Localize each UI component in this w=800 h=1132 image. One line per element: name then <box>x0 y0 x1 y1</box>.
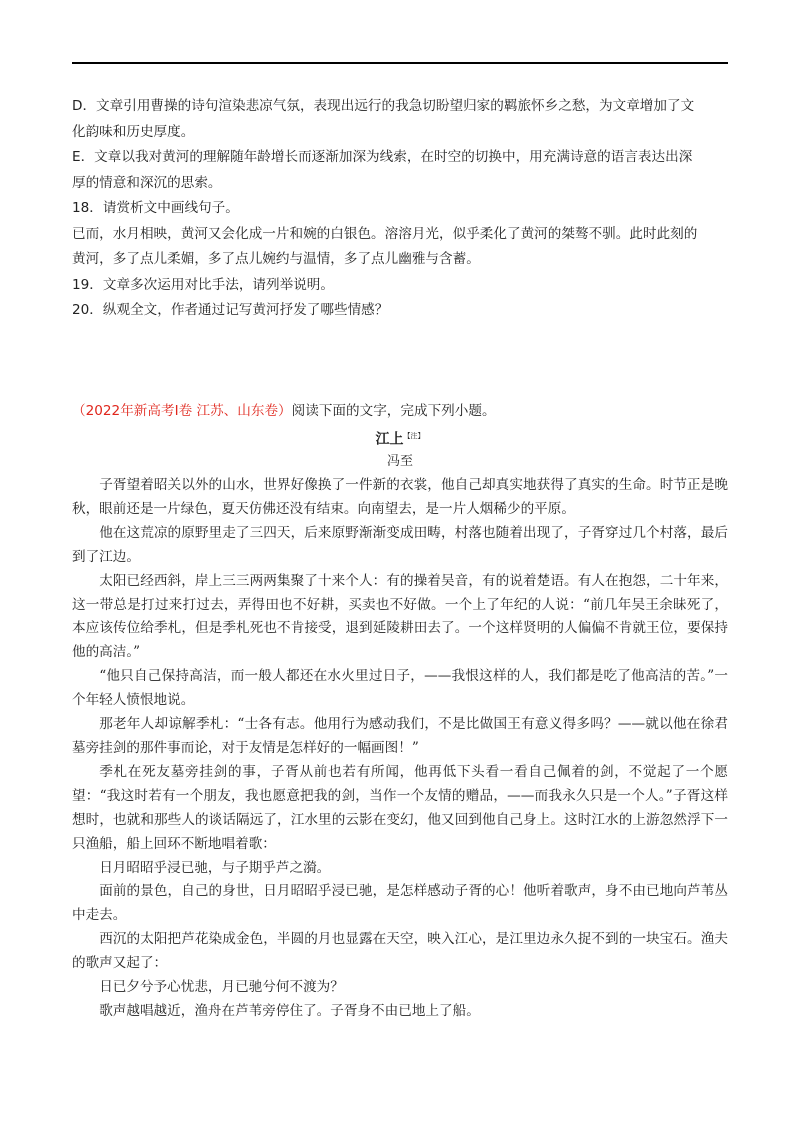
article-paragraph: 太阳已经西斜，岸上三三两两集聚了十来个人：有的操着吴音，有的说着楚语。有人在抱怨，二十年来，这一带总是打过来打过去，弄得田也不好耕，买卖也不好做。一个上了年纪的人说：“前几年吴王余昧死了，本应该传位给季札，但是季札死也不肯接受，退到延陵耕田去了。一个这样贤明的人偏偏不肯就王位，要保持他的高洁。” <box>72 572 728 661</box>
article-paragraph: 那老年人却谅解季札：“士各有志。他用行为感动我们，不是比做国王有意义得多吗？——就以他在徐君墓旁挂剑的那件事而论，对于友情是怎样好的一幅画图！” <box>72 716 728 756</box>
song-line: 日已夕兮予心忧悲，月已驰兮何不渡为？ <box>99 979 344 996</box>
text-line: D．文章引用曹操的诗句渲染悲凉气氛，表现出远行的我急切盼望归家的羁旅怀乡之愁，为文章增加了文 <box>72 98 695 114</box>
article-title-block <box>0 426 800 450</box>
text-line: 已而，水月相映，黄河又会化成一片和婉的白银色。溶溶月光，似乎柔化了黄河的桀骜不驯。此时此刻的 <box>72 225 698 242</box>
text-line: E．文章以我对黄河的理解随年龄增长而逐渐加深为线索，在时空的切换中，用充满诗意的语言表达出深 <box>72 149 693 165</box>
article-paragraph: 他在这荒凉的原野里走了三四天，后来原野渐渐变成田畴，村落也随着出现了，子胥穿过几个村落，最后到了江边。 <box>72 524 728 565</box>
text-line: 黄河，多了点儿柔媚，多了点儿婉约与温情，多了点儿幽雅与含蓄。 <box>72 251 480 267</box>
note-mark: 【注】 <box>403 432 425 440</box>
header-rule <box>72 62 728 64</box>
article-paragraph: 季札在死友墓旁挂剑的事，子胥从前也若有所闻，他再低下头看一看自己佩着的剑，不觉起了一个愿望：“我这时若有一个朋友，我也愿意把我的剑，当作一个友情的赠品，——而我永久只是一个人。”子胥这样想时，也就和那些人的谈话隔远了，江水里的云影在变幻，他又回到他自己身上。这时江水的上游忽然浮下一只渔船，船上回环不断地唱着歌： <box>72 763 728 852</box>
reading-intro <box>72 400 728 422</box>
article-author: 冯至 <box>386 454 413 469</box>
article-title: 江上 <box>375 431 404 448</box>
article-paragraph: 西沉的太阳把芦花染成金色，半圆的月也显露在天空，映入江心，是江里边永久捉不到的一块宝石。渔夫的歌声又起了： <box>72 931 728 972</box>
reading-instruction: 阅读下面的文字，完成下列小题。 <box>291 403 496 419</box>
article-paragraph: 歌声越唱越近，渔舟在芦苇旁停住了。子胥身不由已地上了船。 <box>99 1002 480 1019</box>
article-body <box>72 474 728 1024</box>
song-line: 日月昭昭乎浸已驰，与子期乎芦之漪。 <box>99 859 331 876</box>
article-paragraph: “他只自己保持高洁，而一般人都还在水火里过日子，——我恨这样的人，我们都是吃了他高洁的苦。”一个年轻人愤恨地说。 <box>72 668 728 709</box>
article-paragraph: 面前的景色，自己的身世，日月昭昭乎浸已驰，是怎样感动子胥的心！他听着歌声，身不由已地向芦苇丛中走去。 <box>72 883 728 924</box>
exam-source: （2022年新高考Ⅰ卷 江苏、山东卷） <box>72 403 292 419</box>
question-section <box>72 94 728 324</box>
article-paragraph: 子胥望着昭关以外的山水，世界好像换了一件新的衣裳，他自己却真实地获得了真实的生命。时节正是晚秋，眼前还是一片绿色，夏天仿佛还没有结束。向南望去，是一片人烟稀少的平原。 <box>72 477 728 517</box>
text-line: 19．文章多次运用对比手法，请列举说明。 <box>72 276 334 293</box>
text-line: 20．纵观全文，作者通过记写黄河抒发了哪些情感？ <box>72 302 389 318</box>
text-line: 厚的情意和深沉的思索。 <box>72 174 222 191</box>
text-line: 18．请赏析文中画线句子。 <box>72 200 239 216</box>
text-line: 化韵味和历史厚度。 <box>72 123 195 140</box>
